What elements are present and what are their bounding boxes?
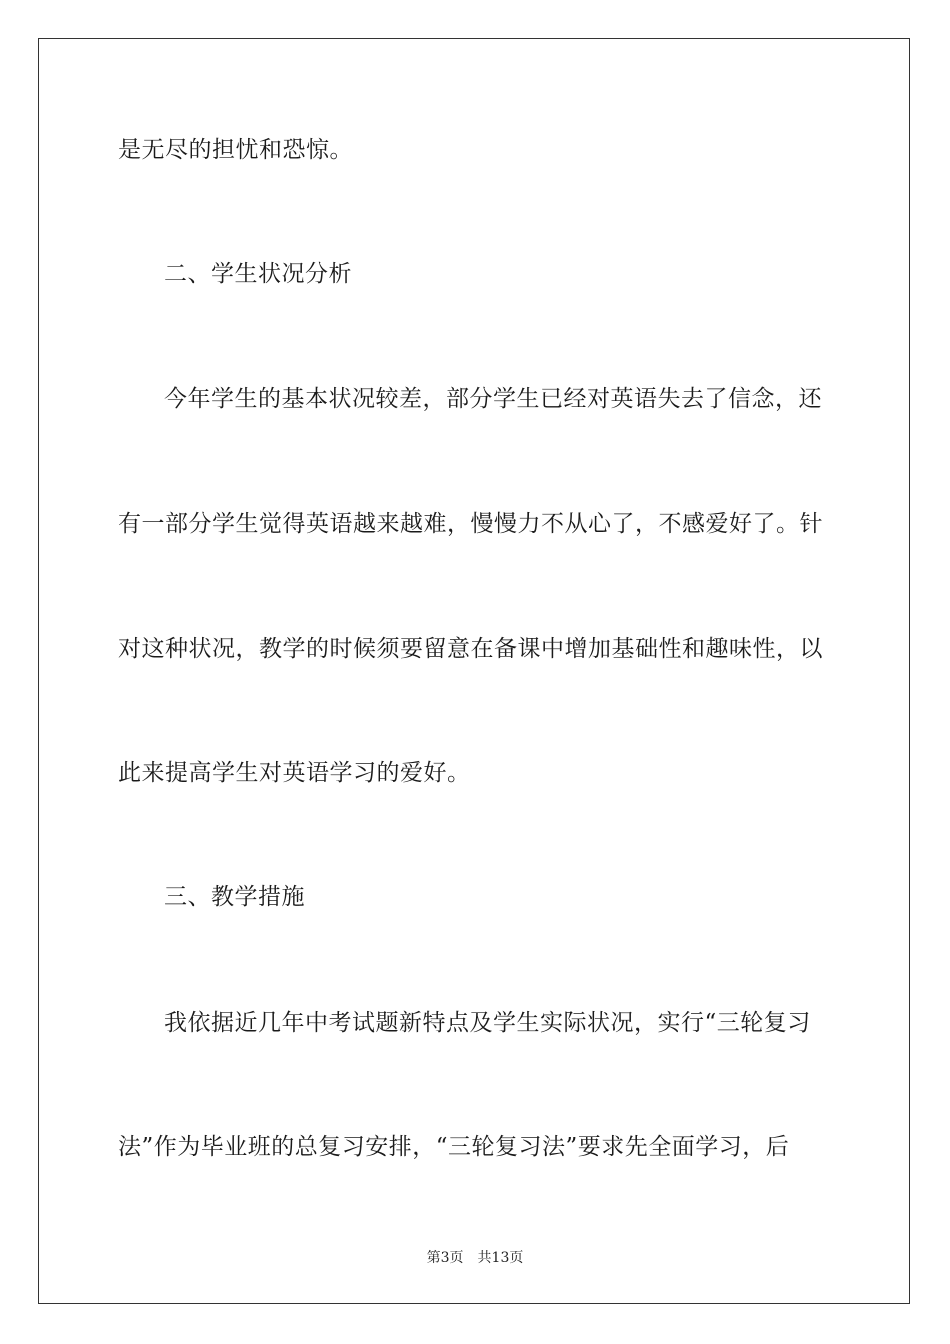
paragraph-line: 我依据近几年中考试题新特点及学生实际状况，实行“三轮复习 [164,1010,811,1036]
paragraph-line: 今年学生的基本状况较差，部分学生已经对英语失去了信念，还 [164,386,822,412]
page-number-current: 第3页 [426,1250,464,1266]
paragraph-line: 有一部分学生觉得英语越来越难，慢慢力不从心了，不感爱好了。针 [118,511,823,537]
section-heading-teaching-measures: 三、教学措施 [164,884,305,910]
paragraph-line: 法”作为毕业班的总复习安排，“三轮复习法”要求先全面学习，后 [118,1134,790,1160]
page-number-total: 共13页 [477,1250,524,1266]
section-heading-student-analysis: 二、学生状况分析 [164,261,352,287]
paragraph-line: 是无尽的担忧和恐惊。 [118,137,353,163]
page-border [38,38,910,1304]
page-footer [0,1249,950,1267]
paragraph-line: 对这种状况，教学的时候须要留意在备课中增加基础性和趣味性，以 [118,636,823,662]
paragraph-line: 此来提高学生对英语学习的爱好。 [118,760,471,786]
